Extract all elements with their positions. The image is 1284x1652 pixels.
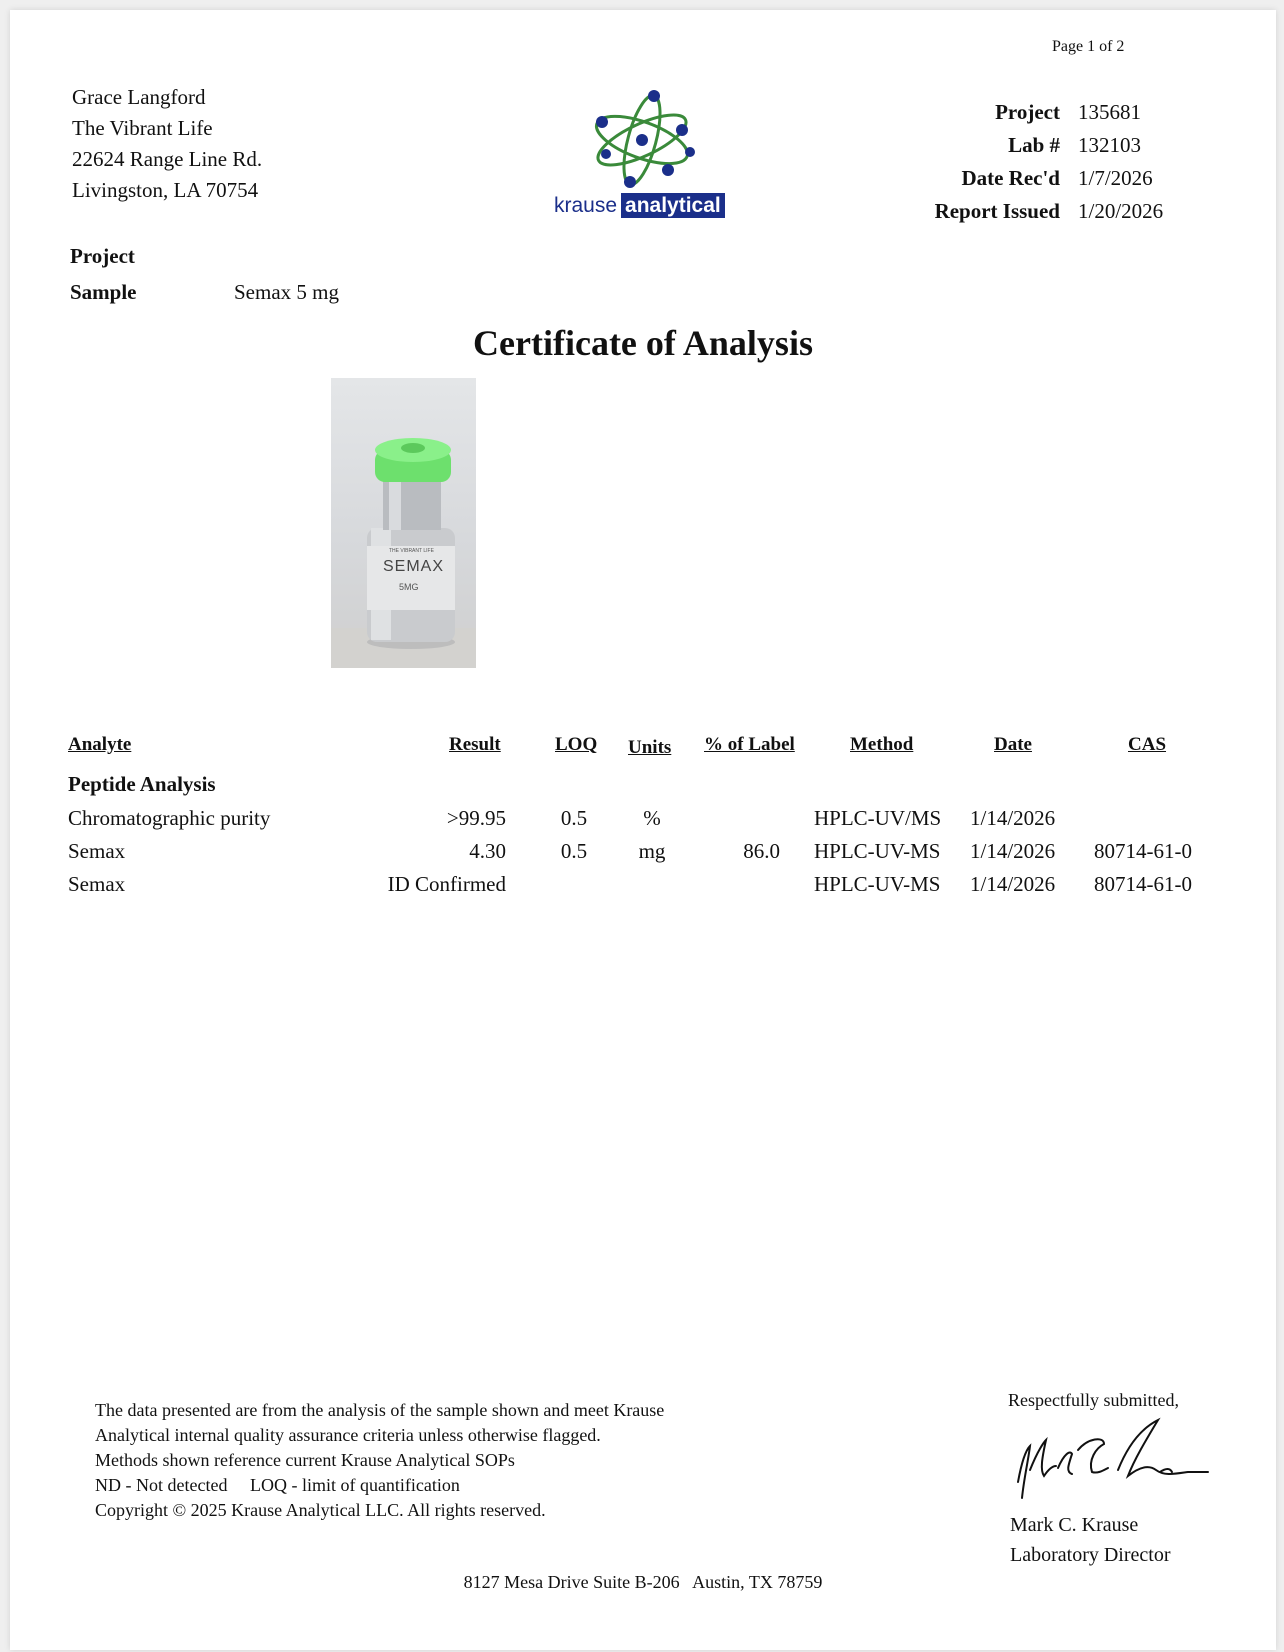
cell-loq: 0.5: [560, 806, 588, 830]
project-label: Project: [70, 244, 135, 268]
meta-row: Report Issued 1/20/2026: [934, 199, 1164, 223]
atom-icon: [550, 82, 740, 192]
meta-row: Date Rec'd 1/7/2026: [961, 166, 1153, 190]
client-address: [72, 82, 262, 206]
cell-units: mg: [638, 839, 666, 863]
meta-row: Project 135681: [995, 100, 1141, 124]
col-header-cas: CAS: [1128, 734, 1167, 755]
cell-analyte: Semax: [68, 872, 126, 896]
cell-method: HPLC-UV-MS: [814, 872, 941, 896]
vial-image: [331, 378, 476, 668]
cell-analyte: Chromatographic purity: [68, 806, 271, 830]
col-header-units: Units: [628, 737, 672, 758]
cell-result: >99.95: [446, 806, 506, 830]
cell-date: 1/14/2026: [970, 839, 1056, 863]
cell-result: ID Confirmed: [387, 872, 506, 896]
col-header-loq: LOQ: [555, 734, 598, 755]
note-line: Copyright © 2025 Krause Analytical LLC. All rights reserved.: [95, 1500, 546, 1520]
signer-role: Laboratory Director: [1010, 1544, 1171, 1566]
client-company: The Vibrant Life: [72, 116, 213, 140]
page-number: Page 1 of 2: [1052, 38, 1125, 55]
cell-cas: 80714-61-0: [1094, 872, 1192, 896]
cell-cas: 80714-61-0: [1094, 839, 1192, 863]
cell-loq: 0.5: [560, 839, 588, 863]
document-title: Certificate of Analysis: [473, 323, 813, 363]
col-header-percent-label: % of Label: [704, 734, 795, 755]
note-line: The data presented are from the analysis of the sample shown and meet Krause: [95, 1400, 665, 1420]
vial-brand: THE VIBRANT LIFE: [389, 548, 434, 554]
cell-method: HPLC-UV-MS: [814, 839, 941, 863]
cell-method: HPLC-UV/MS: [814, 806, 942, 830]
client-street: 22624 Range Line Rd.: [72, 147, 263, 171]
note-line: Methods shown reference current Krause Analytical SOPs: [95, 1450, 515, 1470]
cell-units: %: [643, 806, 661, 830]
col-header-analyte: Analyte: [68, 734, 132, 755]
client-city: Livingston, LA 70754: [72, 178, 259, 202]
signer-block: [1010, 1510, 1170, 1570]
signer-name: Mark C. Krause: [1010, 1514, 1139, 1536]
note-line: Analytical internal quality assurance criteria unless otherwise flagged.: [95, 1425, 601, 1445]
col-header-result: Result: [449, 734, 501, 755]
disclaimer-notes: [95, 1398, 664, 1523]
section-peptide-analysis: Peptide Analysis: [68, 772, 216, 796]
cell-date: 1/14/2026: [970, 872, 1056, 896]
footer-address: 8127 Mesa Drive Suite B-206 Austin, TX 78759: [463, 1572, 823, 1592]
sample-vial-photo: [331, 378, 476, 668]
cell-percent-label: 86.0: [743, 839, 780, 863]
document-page: [10, 10, 1276, 1650]
signature-image: [1008, 1410, 1218, 1510]
cell-analyte: Semax: [68, 839, 126, 863]
note-line: ND - Not detected LOQ - limit of quantification: [95, 1475, 460, 1495]
logo-text-krause: krause: [554, 194, 618, 217]
meta-row: Lab # 132103: [1008, 133, 1141, 157]
col-header-method: Method: [850, 734, 914, 755]
sample-value: Semax 5 mg: [234, 280, 339, 304]
vial-label-dose: 5MG: [399, 582, 419, 592]
vial-label-name: SEMAX: [383, 558, 445, 575]
cell-result: 4.30: [469, 839, 506, 863]
report-meta: [890, 100, 1163, 232]
logo-text-analytical: analytical: [621, 193, 725, 218]
col-header-date: Date: [994, 734, 1032, 755]
sample-label: Sample: [70, 280, 137, 304]
client-name: Grace Langford: [72, 85, 206, 109]
krause-analytical-logo: [550, 82, 740, 227]
cell-date: 1/14/2026: [970, 806, 1056, 830]
closing-text: Respectfully submitted,: [1008, 1390, 1179, 1410]
